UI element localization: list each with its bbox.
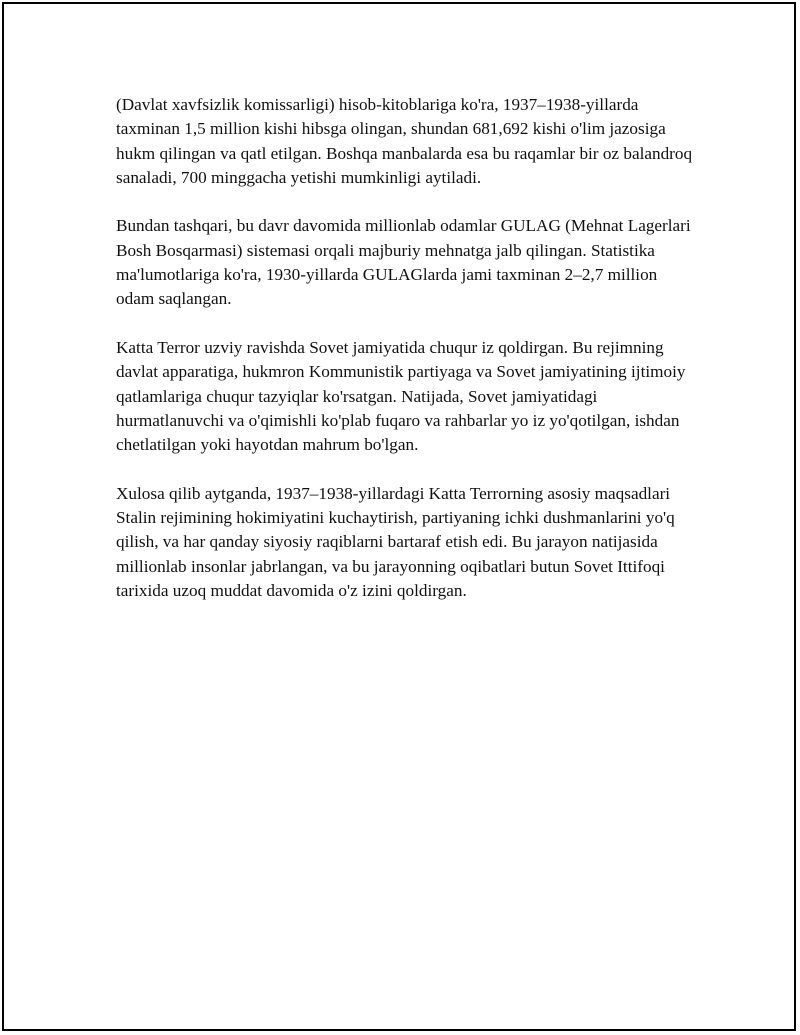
paragraph-conclusion: Xulosa qilib aytganda, 1937–1938-yillardagi Katta Terrorning asosiy maqsadlari Stalin rejimining hokimiyatini kuchaytirish, partiyaning ichki dushmanlarini yo'q qilish, va har qanday siyosiy raqiblarni bartaraf etish edi. Bu jarayon natijasida millionlab insonlar jabrlangan, va bu jarayonning oqibatlari butun Sovet Ittifoqi tarixida uzoq muddat davomida o'z izini qoldirgan. xyxy=(116,483,675,600)
paragraph-great-terror-impact: Katta Terror uzviy ravishda Sovet jamiyatida chuqur iz qoldirgan. Bu rejimning davlat apparatiga, hukmron Kommunistik partiyaga va Sovet jamiyatining ijtimoiy qatlamlariga chuqur tazyiqlar ko'rsatgan. Natijada, Sovet jamiyatidagi hurmatlanuvchi va o'qimishli ko'plab fuqaro va rahbarlar yo iz yo'qotilgan, ishdan chetlatilgan yoki hayotdan mahrum bo'lgan. xyxy=(116,337,686,455)
paragraph-nkvd-statistics: (Davlat xavfsizlik komissarligi) hisob-kitoblariga ko'ra, 1937–1938-yillarda taxminan 1,5 million kishi hibsga olingan, shundan 681,692 kishi o'lim jazosiga hukm qilingan va qatl etilgan. Boshqa manbalarda esa bu raqamlar bir oz balandroq sanaladi, 700 minggacha yetishi mumkinligi aytiladi. xyxy=(116,95,693,187)
document-body xyxy=(116,93,696,628)
paragraph-gulag: Bundan tashqari, bu davr davomida millionlab odamlar GULAG (Mehnat Lagerlari Bosh Bosqarmasi) sistemasi orqali majburiy mehnatga jalb qilingan. Statistika ma'lumotlariga ko'ra, 1930-yillarda GULAGlarda jami taxminan 2–2,7 million odam saqlangan. xyxy=(116,216,691,309)
